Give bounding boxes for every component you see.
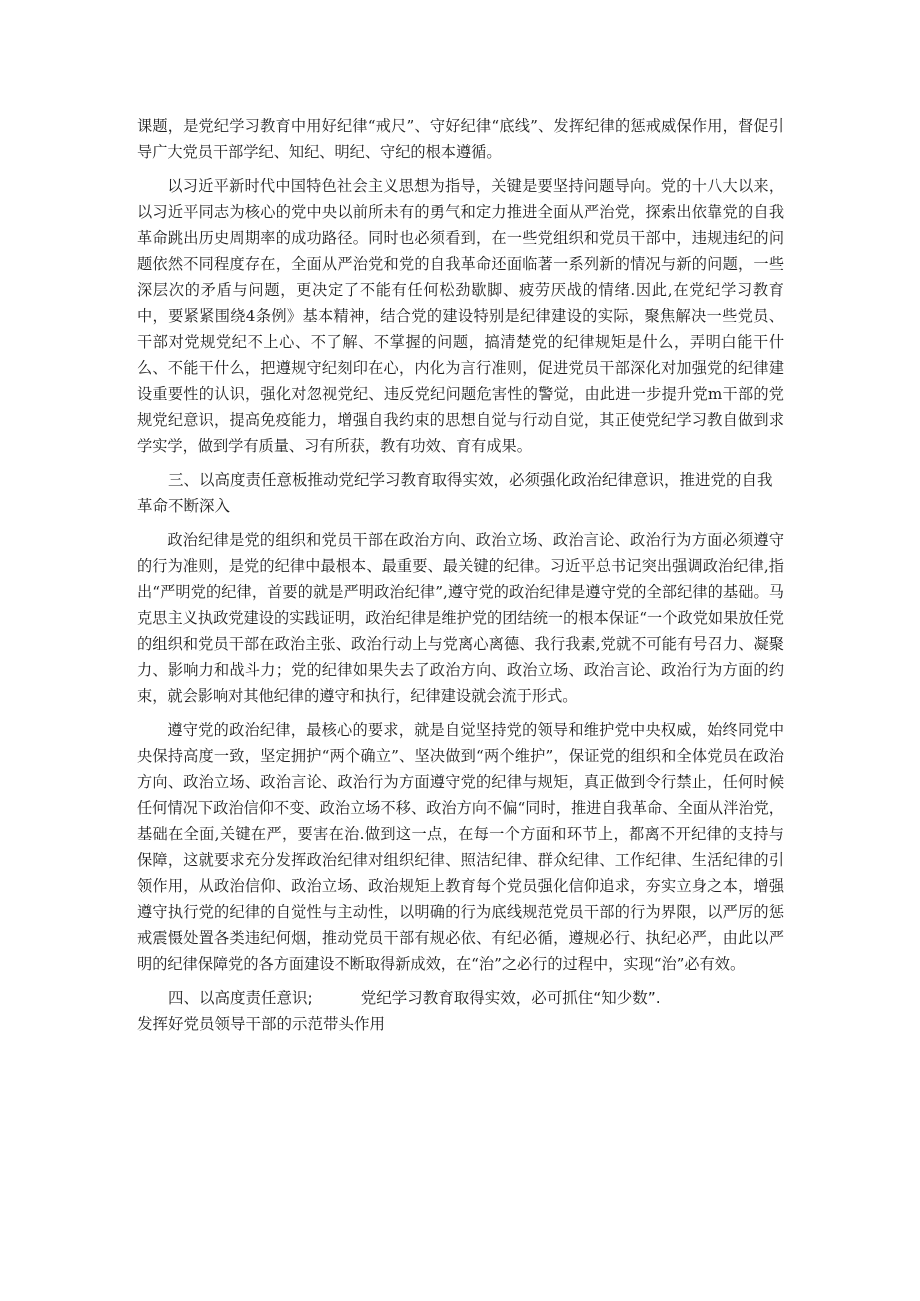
section-heading-4-line1 <box>137 985 784 1011</box>
section-heading-4-part-a: 四、以高度责任意识; <box>168 989 313 1007</box>
paragraph-problem-orientation: 以习近平新时代中国特色社会主义思想为指导，关键是要坚持问题导向。党的十八大以来，以习近平同志为核心的党中央以前所未有的勇气和定力推进全面从严治党，探索出依靠党的自我革命跳出历史周期率的成功路径。同时也必须看到，在一些党组织和党员干部中，违规违纪的问题依然不同程度存在，全面从严治党和党的自我革命还面临著一系列新的情况与新的问题，一些深层次的矛盾与问题，更决定了不能有任何松劲歇脚、疲劳厌战的情绪.因此,在党纪学习教育中，要紧紧围绕4条例》基本精神，结合党的建设特别是纪律建设的实际，聚焦解决一些党员、干部对党规党纪不上心、不了解、不掌握的问题，搞清楚党的纪律规矩是什么，弄明白能干什么、不能干什么，把遵规守纪刻印在心，内化为言行准则，促进党员干部深化对加强党的纪律建设重要性的认识，强化对忽视党纪、违反党纪问题危害性的警觉，由此进一步提升党m干部的党规党纪意识，提高免疫能力，增强自我约束的思想自觉与行动自觉，其正使党纪学习教自做到求学实学，做到学有质量、习有所获，教有功效、育有成果。 <box>137 177 784 455</box>
section-heading-4-part-b: 党纪学习教育取得实效，必可抓住“知少数”. <box>360 989 661 1007</box>
section-heading-4 <box>137 985 784 1037</box>
section-heading-4-part-c: 发挥好党员领导干部的示范带头作用 <box>137 1015 386 1033</box>
paragraph-core-requirement: 遵守党的政治纪律，最核心的要求，就是自觉坚持党的领导和维护党中央权威，始终同党中央保持高度一致，坚定拥护“两个确立”、坚决做到“两个维护”，保证党的组织和全体党员在政治方向、政治立场、政治言论、政治行为方面遵守党的纪律与规矩，真正做到令行禁止，任何时候任何情况下政治信仰不变、政治立场不移、政治方向不偏“同时，推进自我革命、全面从泮治党，基础在全面,关键在严，要害在治.做到这一点，在每一个方面和环节上，都离不开纪律的支持与保障，这就要求充分发挥政治纪律对组织纪律、照洁纪律、群众纪律、工作纪律、生活纪律的引领作用，从政治信仰、政治立场、政治规矩上教育每个党员强化信仰追求，夯实立身之本，增强遵守执行党的纪律的自觉性与主动性，以明确的行为底线规范党员干部的行为界限，以严厉的惩戒震慑处置各类违纪何烟，推动党员干部有规必依、有纪必循，遵规必行、执纪必严，由此以严明的纪律保障党的各方面建设不断取得新成效，在“治”之必行的过程中，实现“治”必有效。 <box>137 721 784 973</box>
section-heading-3: 三、以高度责任意板推动党纪学习教育取得实效，必须强化政治纪律意识，推进党的自我革命不断深入 <box>137 471 773 515</box>
paragraph-continuation: 课题，是党纪学习教育中用好纪律“戒尺”、守好纪律“底线”、发挥纪律的惩戒威保作用，督促引导广大党员干部学纪、知纪、明纪、守纪的根本遵循。 <box>137 117 784 161</box>
document-page <box>137 113 784 1037</box>
paragraph-political-discipline: 政治纪律是党的组织和党员干部在政治方向、政治立场、政治言论、政治行为方面必须遵守的行为准则，是党的纪律中最根本、最重要、最关键的纪律。习近平总书记突出强调政治纪律,指出“严明党的纪律，首要的就是严明政治纪律”,遵守党的政治纪律是遵守党的全部纪律的基础。马克思主义执政党建设的实践证明，政治纪律是维护党的团结统一的根本保证“一个政党如果放任党的组织和党员干部在政治主张、政治行动上与党离心离德、我行我素,党就不可能有号召力、凝聚力、影响力和战斗力；党的纪律如果失去了政治方向、政治立场、政治言论、政治行为方面的约束，就会影响对其他纪律的遵守和执行，纪律建设就会流于形式。 <box>137 531 784 705</box>
